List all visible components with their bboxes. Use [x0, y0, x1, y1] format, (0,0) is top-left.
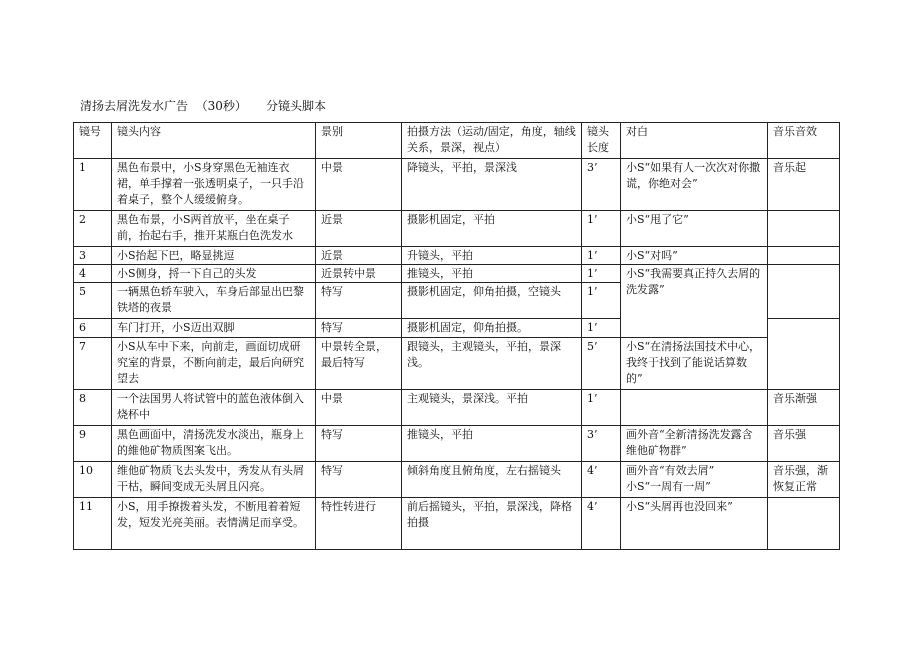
cell-shooting-method: 降镜头，平拍，景深浅: [402, 159, 582, 211]
cell-shooting-method: 推镜头，平拍: [402, 426, 582, 462]
cell-scene-size: 中景: [316, 159, 402, 211]
cell-shot-number: 5: [74, 283, 112, 319]
cell-shot-content: 一个法国男人将试管中的蓝色液体倒入烧杯中: [112, 390, 316, 426]
cell-shot-number: 3: [74, 247, 112, 265]
cell-shot-content: 黑色布景，小S两首放平，坐在桌子前，抬起右手，推开某瓶白色洗发水: [112, 211, 316, 247]
cell-shooting-method: 摄影机固定，仰角拍摄，空镜头: [402, 283, 582, 319]
cell-shot-content: 黑色画面中，清扬洗发水淡出，瓶身上的維他矿物质图案飞出。: [112, 426, 316, 462]
cell-shot-length: 3’: [582, 159, 621, 211]
cell-shooting-method: 跟镜头，主观镜头，平拍，景深浅。: [402, 338, 582, 390]
table-row: [74, 390, 840, 426]
cell-shot-length: 1’: [582, 247, 621, 265]
cell-shot-content: 黑色布景中，小S身穿黑色无袖连衣裙，单手撑着一张透明桌子，一只手沿着桌子，整个人缓缓俯身。: [112, 159, 316, 211]
cell-shot-number: 10: [74, 462, 112, 498]
header-music: 音乐音效: [768, 123, 840, 159]
table-row: [74, 247, 840, 265]
cell-shot-length: 1’: [582, 265, 621, 283]
cell-shooting-method: 摄影机固定，平拍: [402, 211, 582, 247]
cell-dialog: 画外音“有效去屑” 小S“一周有一周”: [621, 462, 768, 498]
cell-scene-size: 近景转中景: [316, 265, 402, 283]
cell-music: [768, 319, 840, 390]
table-row: [74, 159, 840, 211]
cell-scene-size: 中景: [316, 390, 402, 426]
cell-music: 音乐起: [768, 159, 840, 211]
cell-shot-content: 小S，用手撩拨着头发，不断甩着着短发，短发光亮美丽。表情满足而享受。: [112, 498, 316, 550]
table-row: [74, 426, 840, 462]
cell-music: 音乐渐强: [768, 390, 840, 426]
table-row: [74, 211, 840, 247]
cell-scene-size: 近景: [316, 211, 402, 247]
cell-music: [768, 211, 840, 247]
cell-shot-length: 4’: [582, 462, 621, 498]
table-header-row: [74, 123, 840, 159]
cell-dialog: 画外音“全新清扬洗发露含维他矿物群”: [621, 426, 768, 462]
cell-shot-content: 维他矿物质飞去头发中，秀发从有头屑干枯，瞬间变成无头屑且闪亮。: [112, 462, 316, 498]
cell-shot-length: 3’: [582, 426, 621, 462]
cell-shot-number: 1: [74, 159, 112, 211]
cell-dialog: 小S“头屑再也没回来”: [621, 498, 768, 550]
cell-shooting-method: 倾斜角度且俯角度，左右摇镜头: [402, 462, 582, 498]
cell-shot-number: 6: [74, 319, 112, 338]
cell-shooting-method: 摄影机固定，仰角拍摄。: [402, 319, 582, 338]
table-row: [74, 265, 840, 283]
cell-scene-size: 中景转全景，最后特写: [316, 338, 402, 390]
cell-shot-number: 9: [74, 426, 112, 462]
cell-shot-content: 小S从车中下来，向前走，画面切成研究室的背景，不断向前走，最后向研究望去: [112, 338, 316, 390]
cell-shooting-method: 主观镜头，景深浅。平拍: [402, 390, 582, 426]
cell-scene-size: 特性转进行: [316, 498, 402, 550]
table-row: [74, 498, 840, 550]
cell-shot-number: 8: [74, 390, 112, 426]
cell-scene-size: 特写: [316, 283, 402, 319]
table-row: [74, 338, 840, 390]
cell-music: [768, 498, 840, 550]
cell-shot-number: 4: [74, 265, 112, 283]
cell-shot-length: 1’: [582, 211, 621, 247]
cell-shot-number: 11: [74, 498, 112, 550]
cell-shooting-method: 前后摇镜头，平拍，景深浅，降格拍摄: [402, 498, 582, 550]
document-title: 清扬去屑洗发水广告 （30秒） 分镜头脚本: [80, 99, 326, 113]
cell-music: 音乐强: [768, 426, 840, 462]
header-shot-number: 镜号: [74, 123, 112, 159]
cell-dialog: 小S“我需要真正持久去屑的洗发露”: [621, 265, 768, 338]
header-shot-content: 镜头内容: [112, 123, 316, 159]
cell-scene-size: 特写: [316, 319, 402, 338]
cell-music: [768, 265, 840, 319]
header-dialog: 对白: [621, 123, 768, 159]
cell-shot-content: 一辆黑色轿车驶入，车身后部显出巴黎铁塔的夜景: [112, 283, 316, 319]
storyboard-table: [73, 122, 840, 550]
cell-shot-number: 2: [74, 211, 112, 247]
cell-shooting-method: 推镜头，平拍: [402, 265, 582, 283]
cell-dialog: 小S“甩了它”: [621, 211, 768, 247]
cell-shot-length: 5’: [582, 338, 621, 390]
header-shooting-method: 拍摄方法（运动/固定，角度，轴线关系，景深，视点）: [402, 123, 582, 159]
cell-shot-content: 小S抬起下巴，略显挑逗: [112, 247, 316, 265]
cell-scene-size: 特写: [316, 462, 402, 498]
cell-scene-size: 特写: [316, 426, 402, 462]
cell-dialog: 小S“对吗”: [621, 247, 768, 265]
cell-shot-length: 1’: [582, 319, 621, 338]
cell-dialog: 小S“如果有人一次次对你撒谎，你绝对会”: [621, 159, 768, 211]
cell-music: 音乐强，渐恢复正常: [768, 462, 840, 498]
cell-shot-content: 车门打开，小S迈出双脚: [112, 319, 316, 338]
header-scene-size: 景别: [316, 123, 402, 159]
cell-dialog: 小S“在清扬法国技术中心，我终于找到了能说话算数的”: [621, 338, 768, 390]
cell-scene-size: 近景: [316, 247, 402, 265]
cell-shooting-method: 升镜头，平拍: [402, 247, 582, 265]
header-shot-length: 镜头长度: [582, 123, 621, 159]
cell-shot-length: 1’: [582, 390, 621, 426]
cell-dialog: [621, 390, 768, 426]
cell-shot-length: 1’: [582, 283, 621, 319]
cell-music: [768, 247, 840, 265]
table-row: [74, 462, 840, 498]
cell-shot-number: 7: [74, 338, 112, 390]
cell-shot-length: 4’: [582, 498, 621, 550]
cell-shot-content: 小S侧身，捋一下自己的头发: [112, 265, 316, 283]
